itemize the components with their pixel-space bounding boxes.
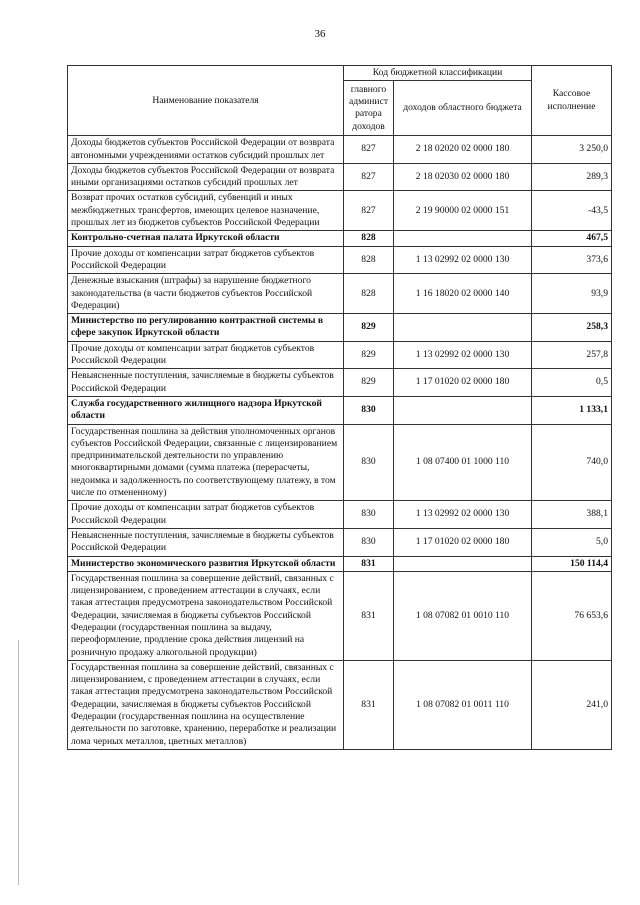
row-admin-code: 827 bbox=[344, 191, 394, 231]
header-regional-budget-income: доходов областного бюджета bbox=[394, 81, 532, 136]
row-budget-code: 1 13 02992 02 0000 130 bbox=[394, 246, 532, 274]
row-budget-code: 1 08 07400 01 1000 110 bbox=[394, 424, 532, 501]
row-cash-execution: 241,0 bbox=[532, 660, 612, 749]
row-name: Доходы бюджетов субъектов Российской Федерации от возврата автономными учреждениями остатков субсидий прошлых лет bbox=[68, 136, 344, 164]
table-row bbox=[68, 341, 612, 369]
table-row bbox=[68, 424, 612, 501]
row-cash-execution: 93,9 bbox=[532, 274, 612, 314]
row-cash-execution: 150 114,4 bbox=[532, 556, 612, 571]
row-budget-code bbox=[394, 231, 532, 246]
row-cash-execution: 76 653,6 bbox=[532, 571, 612, 660]
row-cash-execution: 0,5 bbox=[532, 369, 612, 397]
row-cash-execution: 289,3 bbox=[532, 163, 612, 191]
row-admin-code: 830 bbox=[344, 396, 394, 424]
row-budget-code bbox=[394, 556, 532, 571]
row-name: Доходы бюджетов субъектов Российской Федерации от возврата иными организациями остатков субсидий прошлых лет bbox=[68, 163, 344, 191]
row-name: Невыясненные поступления, зачисляемые в бюджеты субъектов Российской Федерации bbox=[68, 528, 344, 556]
table-row bbox=[68, 369, 612, 397]
table-row bbox=[68, 191, 612, 231]
budget-report-table bbox=[67, 65, 612, 750]
row-admin-code: 828 bbox=[344, 274, 394, 314]
table-row bbox=[68, 501, 612, 529]
table-row bbox=[68, 163, 612, 191]
row-cash-execution: 1 133,1 bbox=[532, 396, 612, 424]
row-cash-execution: -43,5 bbox=[532, 191, 612, 231]
scan-margin-line bbox=[18, 640, 19, 885]
row-cash-execution: 373,6 bbox=[532, 246, 612, 274]
row-budget-code: 2 19 90000 02 0000 151 bbox=[394, 191, 532, 231]
header-cash-execution: Кассовое исполнение bbox=[532, 66, 612, 136]
row-budget-code bbox=[394, 314, 532, 342]
row-admin-code: 830 bbox=[344, 424, 394, 501]
table-row bbox=[68, 246, 612, 274]
row-budget-code: 2 18 02020 02 0000 180 bbox=[394, 136, 532, 164]
header-indicator-name: Наименование показателя bbox=[68, 66, 344, 136]
row-admin-code: 831 bbox=[344, 571, 394, 660]
row-cash-execution: 388,1 bbox=[532, 501, 612, 529]
table-body bbox=[68, 136, 612, 750]
row-admin-code: 831 bbox=[344, 660, 394, 749]
row-name: Министерство экономического развития Иркутской области bbox=[68, 556, 344, 571]
row-name: Государственная пошлина за действия уполномоченных органов субъектов Российской Федерации, связанные с лицензированием предпринимательской деятельности по управлению многоквартирными домами (сумма платежа (перерасчеты, недоимка и задолженность по соответствующему платежу, в том числе по отмененному) bbox=[68, 424, 344, 501]
table-row bbox=[68, 314, 612, 342]
row-cash-execution: 740,0 bbox=[532, 424, 612, 501]
row-budget-code: 1 17 01020 02 0000 180 bbox=[394, 528, 532, 556]
row-admin-code: 828 bbox=[344, 231, 394, 246]
row-name: Министерство по регулированию контрактной системы в сфере закупок Иркутской области bbox=[68, 314, 344, 342]
row-name: Невыясненные поступления, зачисляемые в бюджеты субъектов Российской Федерации bbox=[68, 369, 344, 397]
row-cash-execution: 258,3 bbox=[532, 314, 612, 342]
row-budget-code: 2 18 02030 02 0000 180 bbox=[394, 163, 532, 191]
row-admin-code: 831 bbox=[344, 556, 394, 571]
row-cash-execution: 467,5 bbox=[532, 231, 612, 246]
row-admin-code: 829 bbox=[344, 314, 394, 342]
row-name: Возврат прочих остатков субсидий, субвенций и иных межбюджетных трансфертов, имеющих целевое назначение, прошлых лет из бюджетов субъектов Российской Федерации bbox=[68, 191, 344, 231]
table-row bbox=[68, 274, 612, 314]
row-admin-code: 827 bbox=[344, 136, 394, 164]
row-name: Государственная пошлина за совершение действий, связанных с лицензированием, с проведением аттестации в случаях, если такая аттестация предусмотрена законодательством Российской Федерации, зачисляемая в бюджеты субъектов Российской Федерации (государственная пошлина за выдачу, переоформление, продление срока действия лицензий на розничную продажу алкогольной продукции) bbox=[68, 571, 344, 660]
table-row bbox=[68, 571, 612, 660]
row-name: Служба государственного жилищного надзора Иркутской области bbox=[68, 396, 344, 424]
row-admin-code: 829 bbox=[344, 341, 394, 369]
row-budget-code: 1 13 02992 02 0000 130 bbox=[394, 341, 532, 369]
page-number: 36 bbox=[314, 28, 326, 40]
row-name: Контрольно-счетная палата Иркутской области bbox=[68, 231, 344, 246]
row-budget-code: 1 13 02992 02 0000 130 bbox=[394, 501, 532, 529]
row-name: Прочие доходы от компенсации затрат бюджетов субъектов Российской Федерации bbox=[68, 341, 344, 369]
row-budget-code: 1 16 18020 02 0000 140 bbox=[394, 274, 532, 314]
row-budget-code: 1 08 07082 01 0010 110 bbox=[394, 571, 532, 660]
table-row bbox=[68, 136, 612, 164]
row-admin-code: 830 bbox=[344, 501, 394, 529]
row-admin-code: 830 bbox=[344, 528, 394, 556]
table-row bbox=[68, 556, 612, 571]
row-name: Прочие доходы от компенсации затрат бюджетов субъектов Российской Федерации bbox=[68, 246, 344, 274]
row-admin-code: 828 bbox=[344, 246, 394, 274]
row-cash-execution: 257,8 bbox=[532, 341, 612, 369]
row-admin-code: 827 bbox=[344, 163, 394, 191]
row-budget-code bbox=[394, 396, 532, 424]
header-chief-administrator: главного админист ратора доходов bbox=[344, 81, 394, 136]
table-row bbox=[68, 396, 612, 424]
table-row bbox=[68, 528, 612, 556]
row-budget-code: 1 17 01020 02 0000 180 bbox=[394, 369, 532, 397]
row-cash-execution: 5,0 bbox=[532, 528, 612, 556]
header-budget-classification: Код бюджетной классификации bbox=[344, 66, 532, 81]
row-name: Прочие доходы от компенсации затрат бюджетов субъектов Российской Федерации bbox=[68, 501, 344, 529]
row-name: Денежные взыскания (штрафы) за нарушение бюджетного законодательства (в части бюджетов субъектов Российской Федерации) bbox=[68, 274, 344, 314]
table-row bbox=[68, 660, 612, 749]
row-budget-code: 1 08 07082 01 0011 110 bbox=[394, 660, 532, 749]
row-admin-code: 829 bbox=[344, 369, 394, 397]
row-cash-execution: 3 250,0 bbox=[532, 136, 612, 164]
row-name: Государственная пошлина за совершение действий, связанных с лицензированием, с проведением аттестации в случаях, если такая аттестация предусмотрена законодательством Российской Федерации, зачисляемая в бюджеты субъектов Российской Федерации (государственная пошлина на осуществление деятельности по заготовке, хранению, переработке и реализации лома черных металлов, цветных металлов) bbox=[68, 660, 344, 749]
table-row bbox=[68, 231, 612, 246]
